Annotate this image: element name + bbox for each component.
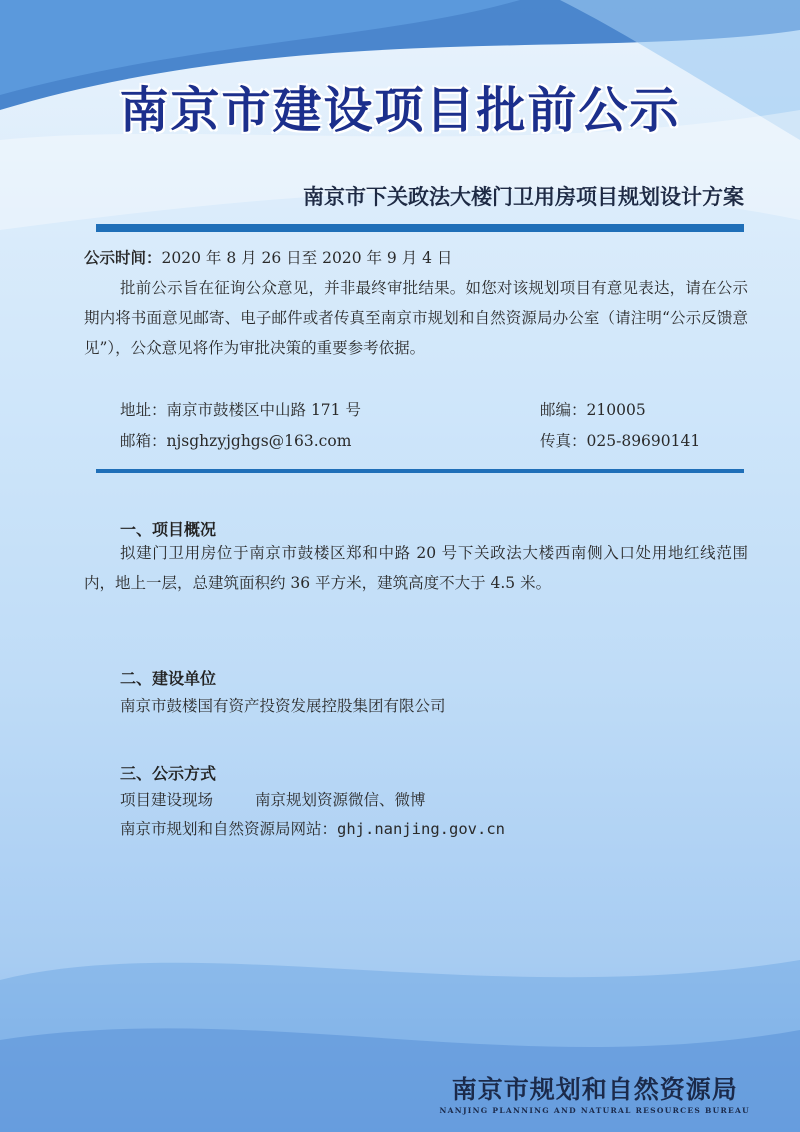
footer-org-en: NANJING PLANNING AND NATURAL RESOURCES BUREAU [439, 1106, 750, 1115]
postcode-value: 210005 [586, 401, 646, 419]
notice-time-value: 2020 年 8 月 26 日至 2020 年 9 月 4 日 [161, 249, 453, 267]
method-wechat-weibo: 南京规划资源微信、微博 [255, 791, 426, 809]
section-body-overview: 拟建门卫用房位于南京市鼓楼区郑和中路 20 号下关政法大楼西南侧入口处用地红线范围内，地上一层，总建筑面积约 36 平方米，建筑高度不大于 4.5 米。 [84, 544, 748, 592]
postcode-line [540, 398, 646, 420]
page-title: 南京市建设项目批前公示 [119, 81, 681, 139]
contact-divider [96, 469, 744, 473]
address-label: 地址： [120, 401, 167, 419]
header-divider [96, 224, 744, 232]
method-line-2 [120, 817, 505, 839]
section-body-developer: 南京市鼓楼国有资产投资发展控股集团有限公司 [120, 697, 446, 715]
notice-time [84, 243, 748, 273]
address-value: 南京市鼓楼区中山路 171 号 [166, 401, 361, 419]
footer-organization [440, 1070, 750, 1115]
email-line [120, 429, 351, 451]
address-line [120, 398, 361, 420]
postcode-label: 邮编： [540, 401, 587, 419]
fax-value: 025-89690141 [586, 432, 701, 450]
method-site: 项目建设现场 [120, 791, 214, 809]
section-heading-overview: 一、项目概况 [120, 520, 217, 539]
notice-paragraph: 批前公示旨在征询公众意见，并非最终审批结果。如您对该规划项目有意见表达，请在公示期内将书面意见邮寄、电子邮件或者传真至南京市规划和自然资源局办公室（请注明“公示反馈意见”），公众意见将作为审批决策的重要参考依据。 [84, 279, 748, 357]
section-heading-developer: 二、建设单位 [120, 669, 217, 688]
notice-time-label: 公示时间： [84, 249, 162, 267]
fax-line [540, 429, 700, 451]
email-label: 邮箱： [120, 432, 167, 450]
fax-label: 传真： [540, 432, 587, 450]
email-value[interactable]: njsghzyjghgs@163.com [166, 432, 352, 450]
project-subtitle: 南京市下关政法大楼门卫用房项目规划设计方案 [303, 185, 744, 209]
section-heading-method: 三、公示方式 [120, 764, 217, 783]
method-website-label: 南京市规划和自然资源局网站： [120, 820, 338, 838]
footer-org-cn: 南京市规划和自然资源局 [451, 1075, 738, 1104]
method-website-url[interactable]: ghj.nanjing.gov.cn [337, 820, 505, 838]
method-line-1 [120, 788, 426, 810]
